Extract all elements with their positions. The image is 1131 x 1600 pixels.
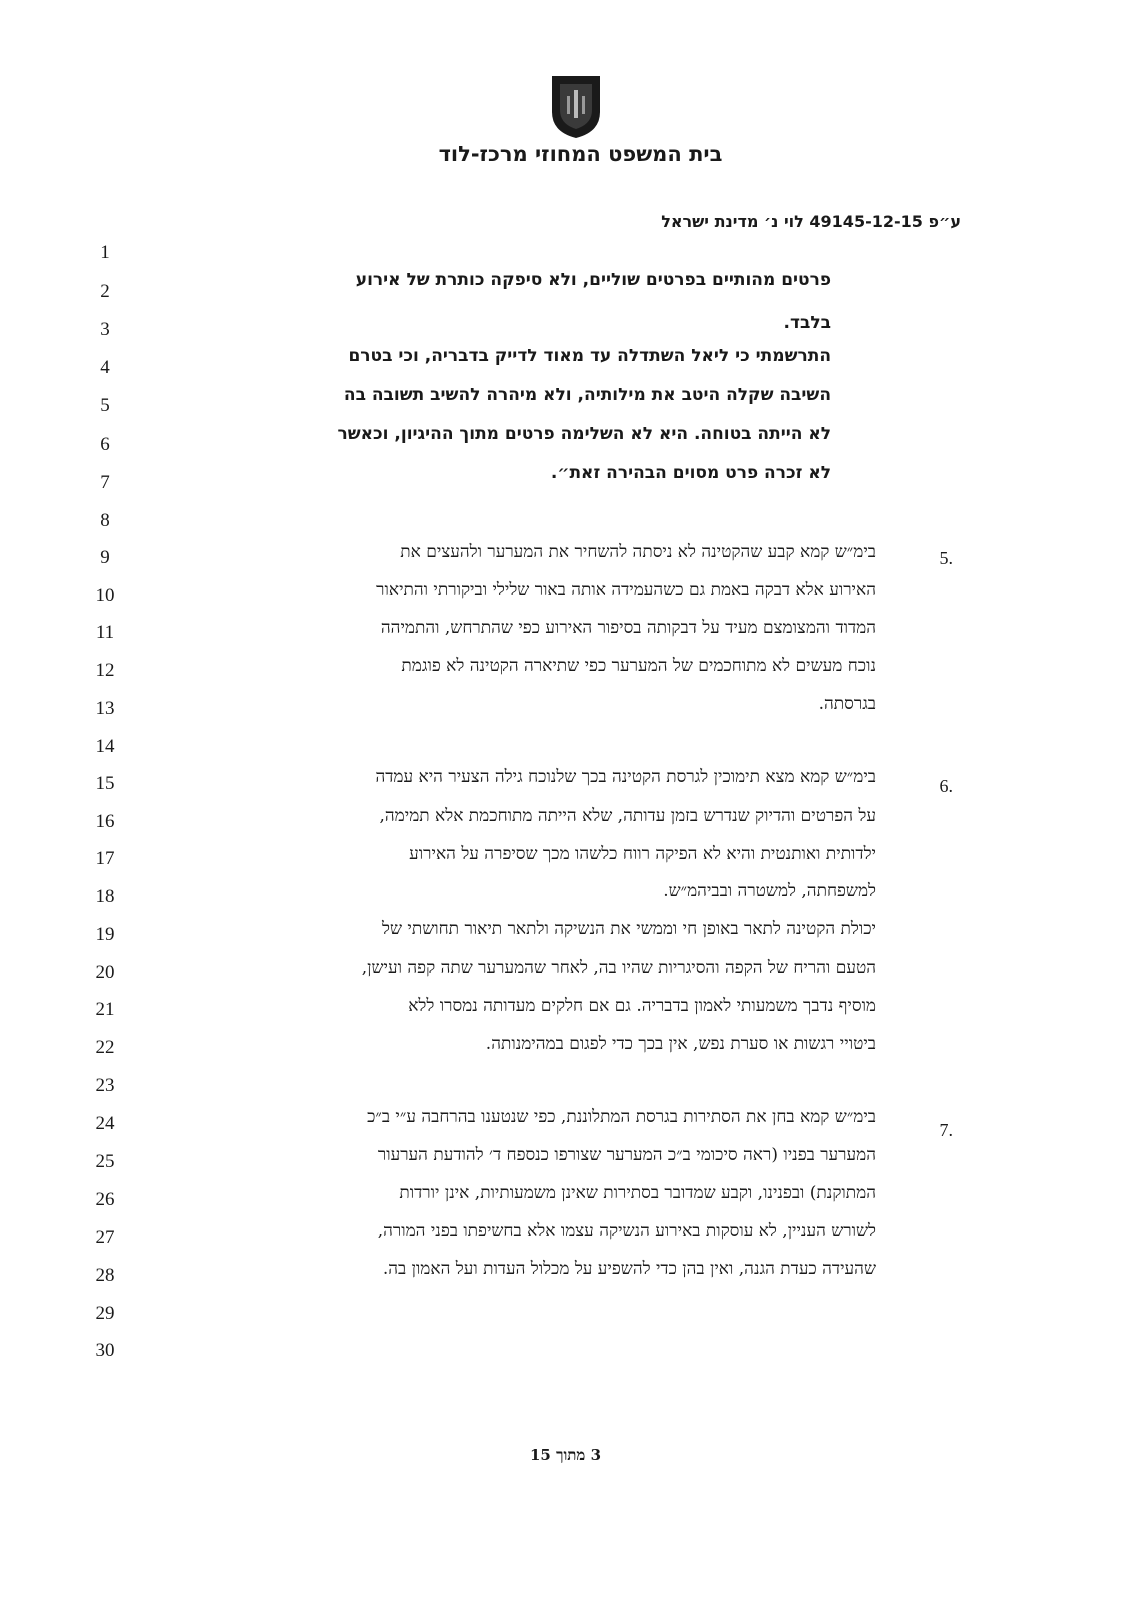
line-number: 6 [100, 434, 110, 455]
line-number: 8 [100, 510, 110, 531]
line-number: 16 [95, 811, 115, 832]
paragraph-line: בימ״ש קמא מצא תימוכין לגרסת הקטינה בכך שלנוכח גילה הצעיר היא עמדה [375, 767, 876, 787]
paragraph-line: ילדותית ואותנטית והיא לא הפיקה רווח כלשהו מכך שסיפרה על האירוע [409, 844, 876, 864]
quote-line: לא זכרה פרט מסוים הבהירה זאת״. [550, 463, 831, 483]
paragraph-line: שהעידה כעדת הגנה, ואין בהן כדי להשפיע על מכלול העדות ועל האמון בה. [382, 1259, 876, 1279]
line-number: 14 [95, 736, 115, 757]
paragraph-number: 6. [939, 776, 953, 796]
paragraph-line: המדוד והמצומצם מעיד על דבקותה בסיפור האירוע כפי שהתרחש, והתמיהה [380, 618, 876, 638]
quote-line: בלבד. [783, 313, 831, 333]
line-number: 1 [100, 242, 110, 263]
quote-line: התרשמתי כי ליאל השתדלה עד מאוד לדייק בדבריה, וכי בטרם [348, 346, 831, 366]
paragraph-line: המתוקנת) ובפנינו, וקבע שמדובר בסתירות שאינן משמעותיות, אינן יורדות [399, 1183, 876, 1203]
paragraph-line: על הפרטים והדיוק שנדרש בזמן עדותה, שלא הייתה מתוחכמת אלא תמימה, [379, 806, 876, 826]
paragraph-line: מוסיף נדבך משמעותי לאמון בדבריה. גם אם חלקים מעדותה נמסרו ללא [408, 996, 876, 1016]
line-number: 25 [95, 1151, 115, 1172]
quote-line: פרטים מהותיים בפרטים שוליים, ולא סיפקה כותרת של אירוע [355, 270, 831, 290]
paragraph-line: הטעם והריח של הקפה והסיגריות שהיו בה, לאחר שהמערער שתה קפה ועישן, [361, 958, 876, 978]
line-number: 22 [95, 1037, 115, 1058]
case-header: ע״פ 49145-12-15 לוי נ׳ מדינת ישראל [661, 212, 961, 231]
paragraph-line: ביטויי רגשות או סערת נפש, אין בכך כדי לפגום במהימנותה. [485, 1034, 876, 1054]
line-number: 23 [95, 1075, 115, 1096]
line-number: 11 [95, 622, 115, 643]
line-number: 17 [95, 848, 115, 869]
court-emblem-icon [548, 72, 604, 140]
line-number: 5 [100, 395, 110, 416]
paragraph-line: לשורש העניין, לא עוסקות באירוע הנשיקה עצמו אלא בחשיפתו בפני המורה, [377, 1221, 876, 1241]
line-number: 24 [95, 1113, 115, 1134]
line-number: 4 [100, 357, 110, 378]
paragraph-line: האירוע אלא דבקה באמת גם כשהעמידה אותה באור שלילי וביקורתי והתיאור [376, 580, 876, 600]
paragraph-line: המערער בפניו (ראה סיכומי ב״כ המערער שצורפו כנספח ד׳ להודעת הערעור [377, 1145, 876, 1165]
paragraph-number: 7. [939, 1120, 953, 1140]
paragraph-line: יכולת הקטינה לתאר באופן חי וממשי את הנשיקה ולתאר תיאור תחושתי של [382, 919, 876, 939]
quote-line: השיבה שקלה היטב את מילותיה, ולא מיהרה להשיב תשובה בה [343, 385, 831, 405]
paragraph-line: בימ״ש קמא בחן את הסתירות בגרסת המתלוננת, כפי שנטענו בהרחבה ע״י ב״כ [367, 1107, 876, 1127]
line-number: 2 [100, 281, 110, 302]
line-number: 13 [95, 698, 115, 719]
line-number: 28 [95, 1265, 115, 1286]
line-number: 18 [95, 886, 115, 907]
line-number: 9 [100, 547, 110, 568]
line-number: 21 [95, 999, 115, 1020]
court-title: בית המשפט המחוזי מרכז-לוד [438, 142, 723, 166]
paragraph-number: 5. [939, 548, 953, 568]
line-number: 26 [95, 1189, 115, 1210]
page-footer: 3 מתוך 15 [529, 1446, 601, 1464]
line-number: 30 [95, 1340, 115, 1361]
line-number: 19 [95, 924, 115, 945]
quote-line: לא הייתה בטוחה. היא לא השלימה פרטים מתוך ההיגיון, וכאשר [337, 424, 831, 444]
line-number: 12 [95, 660, 115, 681]
line-number: 29 [95, 1303, 115, 1324]
paragraph-line: בימ״ש קמא קבע שהקטינה לא ניסתה להשחיר את המערער ולהעצים את [400, 542, 876, 562]
line-number: 3 [100, 319, 110, 340]
line-number: 10 [95, 585, 115, 606]
paragraph-line: נוכח מעשים לא מתוחכמים של המערער כפי שתיארה הקטינה לא פוגמת [401, 656, 876, 676]
paragraph-line: בגרסתה. [818, 694, 876, 714]
paragraph-line: למשפחתה, למשטרה ובביהמ״ש. [663, 881, 876, 901]
line-number: 27 [95, 1227, 115, 1248]
line-number: 7 [100, 472, 110, 493]
line-number: 20 [95, 962, 115, 983]
line-number: 15 [95, 773, 115, 794]
